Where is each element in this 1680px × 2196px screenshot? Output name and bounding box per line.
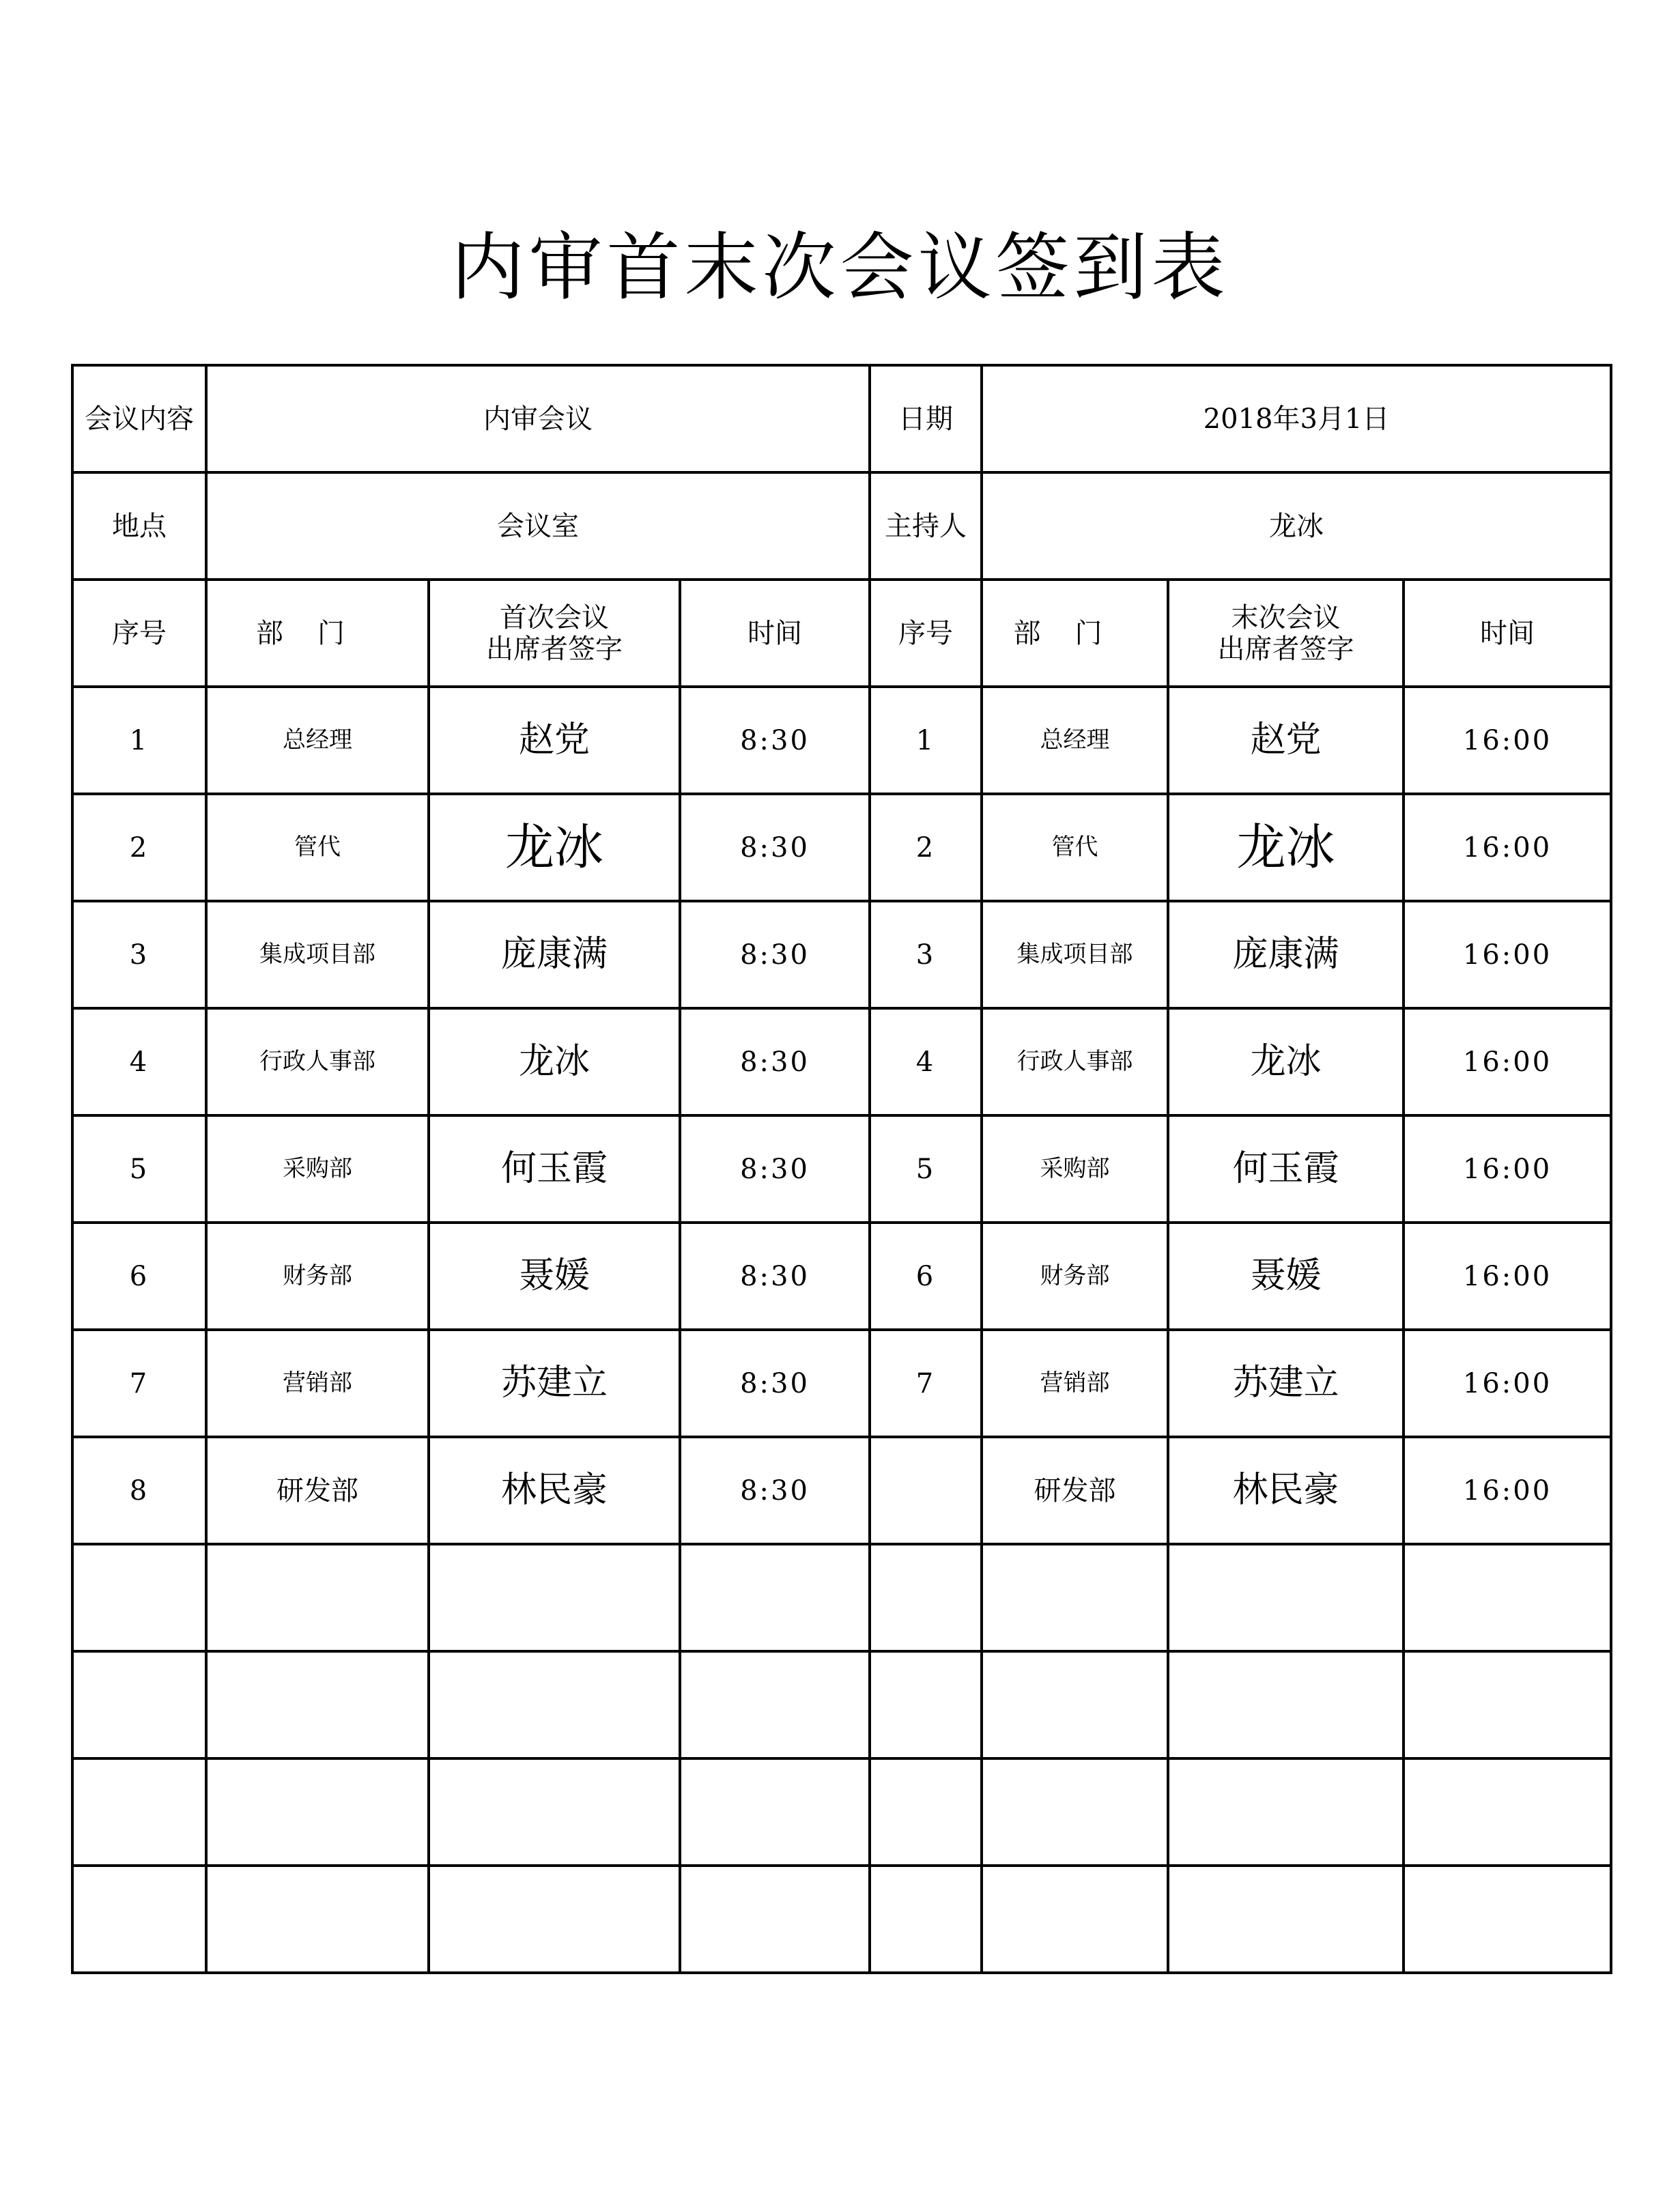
row-seq: 3 — [72, 901, 206, 1008]
table-row — [72, 1437, 1611, 1544]
row-seq-2: 5 — [870, 1115, 982, 1223]
row-signature: 苏建立 — [429, 1330, 680, 1437]
empty-cell[interactable] — [1168, 1758, 1404, 1866]
row-time: 8:30 — [680, 1330, 870, 1437]
info-row-location — [72, 472, 1611, 580]
row-seq: 7 — [72, 1330, 206, 1437]
empty-cell[interactable] — [680, 1866, 870, 1973]
table-row — [72, 687, 1611, 794]
row-signature-2: 龙冰 — [1168, 794, 1404, 901]
row-seq-2: 4 — [870, 1008, 982, 1115]
empty-cell[interactable] — [429, 1651, 680, 1758]
empty-cell[interactable] — [1168, 1866, 1404, 1973]
row-signature-2: 龙冰 — [1168, 1008, 1404, 1115]
row-signature-2: 赵党 — [1168, 687, 1404, 794]
row-seq: 6 — [72, 1223, 206, 1330]
row-dept-2: 研发部 — [982, 1437, 1168, 1544]
header-dept-2: 部门 — [982, 580, 1168, 687]
row-seq: 8 — [72, 1437, 206, 1544]
date-value: 2018年3月1日 — [982, 365, 1611, 472]
empty-cell[interactable] — [206, 1651, 429, 1758]
row-time-2: 16:00 — [1404, 794, 1611, 901]
empty-cell[interactable] — [982, 1544, 1168, 1651]
table-row — [72, 1223, 1611, 1330]
table-row — [72, 794, 1611, 901]
row-signature: 聂媛 — [429, 1223, 680, 1330]
row-signature-2: 庞康满 — [1168, 901, 1404, 1008]
row-dept-2: 营销部 — [982, 1330, 1168, 1437]
row-time: 8:30 — [680, 1223, 870, 1330]
empty-cell[interactable] — [982, 1651, 1168, 1758]
empty-cell[interactable] — [72, 1544, 206, 1651]
row-time-2: 16:00 — [1404, 1437, 1611, 1544]
row-time: 8:30 — [680, 901, 870, 1008]
row-seq-2: 1 — [870, 687, 982, 794]
row-signature: 龙冰 — [429, 794, 680, 901]
row-dept: 采购部 — [206, 1115, 429, 1223]
row-dept-2: 财务部 — [982, 1223, 1168, 1330]
header-first-sign — [429, 580, 680, 687]
header-last-sign — [1168, 580, 1404, 687]
empty-row — [72, 1544, 1611, 1651]
empty-row — [72, 1651, 1611, 1758]
row-seq: 1 — [72, 687, 206, 794]
row-signature: 龙冰 — [429, 1008, 680, 1115]
header-time-2: 时间 — [1404, 580, 1611, 687]
row-dept: 行政人事部 — [206, 1008, 429, 1115]
sign-in-table — [71, 364, 1612, 1974]
header-last-sign-line1: 末次会议 — [1231, 601, 1341, 633]
location-value: 会议室 — [206, 472, 870, 580]
empty-cell[interactable] — [206, 1758, 429, 1866]
host-label: 主持人 — [870, 472, 982, 580]
empty-cell[interactable] — [870, 1544, 982, 1651]
empty-cell[interactable] — [429, 1544, 680, 1651]
row-signature: 林民豪 — [429, 1437, 680, 1544]
row-time-2: 16:00 — [1404, 687, 1611, 794]
row-seq-2: 2 — [870, 794, 982, 901]
host-value: 龙冰 — [982, 472, 1611, 580]
empty-cell[interactable] — [680, 1651, 870, 1758]
empty-cell[interactable] — [206, 1866, 429, 1973]
empty-cell[interactable] — [870, 1651, 982, 1758]
empty-cell[interactable] — [72, 1866, 206, 1973]
empty-cell[interactable] — [680, 1758, 870, 1866]
empty-row — [72, 1866, 1611, 1973]
empty-cell[interactable] — [982, 1758, 1168, 1866]
page-title: 内审首末次会议签到表 — [451, 225, 1229, 311]
location-label: 地点 — [72, 472, 206, 580]
empty-cell[interactable] — [206, 1544, 429, 1651]
empty-cell[interactable] — [1168, 1544, 1404, 1651]
empty-cell[interactable] — [870, 1758, 982, 1866]
row-seq-2: 6 — [870, 1223, 982, 1330]
table-row — [72, 1008, 1611, 1115]
row-signature: 赵党 — [429, 687, 680, 794]
row-time: 8:30 — [680, 1008, 870, 1115]
row-signature-2: 林民豪 — [1168, 1437, 1404, 1544]
row-seq-2: 7 — [870, 1330, 982, 1437]
empty-cell[interactable] — [1168, 1651, 1404, 1758]
header-seq-2: 序号 — [870, 580, 982, 687]
empty-cell[interactable] — [1404, 1651, 1611, 1758]
empty-row — [72, 1758, 1611, 1866]
empty-cell[interactable] — [982, 1866, 1168, 1973]
date-label: 日期 — [870, 365, 982, 472]
empty-cell[interactable] — [72, 1651, 206, 1758]
row-signature: 何玉霞 — [429, 1115, 680, 1223]
row-time-2: 16:00 — [1404, 1008, 1611, 1115]
row-seq: 5 — [72, 1115, 206, 1223]
table-row — [72, 1115, 1611, 1223]
row-signature-2: 何玉霞 — [1168, 1115, 1404, 1223]
row-time: 8:30 — [680, 794, 870, 901]
row-time-2: 16:00 — [1404, 901, 1611, 1008]
row-time-2: 16:00 — [1404, 1330, 1611, 1437]
row-dept-2: 管代 — [982, 794, 1168, 901]
row-time-2: 16:00 — [1404, 1115, 1611, 1223]
header-first-sign-line1: 首次会议 — [500, 601, 609, 633]
empty-cell[interactable] — [1404, 1758, 1611, 1866]
row-dept-2: 总经理 — [982, 687, 1168, 794]
info-row-content — [72, 365, 1611, 472]
row-dept: 财务部 — [206, 1223, 429, 1330]
row-seq: 4 — [72, 1008, 206, 1115]
empty-cell[interactable] — [870, 1866, 982, 1973]
row-dept-2: 行政人事部 — [982, 1008, 1168, 1115]
row-dept: 研发部 — [206, 1437, 429, 1544]
header-seq: 序号 — [72, 580, 206, 687]
empty-cell[interactable] — [429, 1758, 680, 1866]
row-dept: 管代 — [206, 794, 429, 901]
row-signature-2: 苏建立 — [1168, 1330, 1404, 1437]
empty-cell[interactable] — [1404, 1866, 1611, 1973]
empty-cell[interactable] — [1404, 1544, 1611, 1651]
header-dept: 部门 — [206, 580, 429, 687]
table-row — [72, 901, 1611, 1008]
row-signature-2: 聂媛 — [1168, 1223, 1404, 1330]
table-row — [72, 1330, 1611, 1437]
row-seq-2: 3 — [870, 901, 982, 1008]
row-time: 8:30 — [680, 1115, 870, 1223]
empty-cell[interactable] — [680, 1544, 870, 1651]
content-label: 会议内容 — [72, 365, 206, 472]
row-dept: 集成项目部 — [206, 901, 429, 1008]
row-seq-2 — [870, 1437, 982, 1544]
row-time: 8:30 — [680, 687, 870, 794]
header-last-sign-line2: 出席者签字 — [1217, 633, 1354, 665]
row-dept-2: 集成项目部 — [982, 901, 1168, 1008]
content-value: 内审会议 — [206, 365, 870, 472]
row-time-2: 16:00 — [1404, 1223, 1611, 1330]
row-time: 8:30 — [680, 1437, 870, 1544]
header-row — [72, 580, 1611, 687]
row-dept-2: 采购部 — [982, 1115, 1168, 1223]
header-time: 时间 — [680, 580, 870, 687]
row-signature: 庞康满 — [429, 901, 680, 1008]
row-dept: 营销部 — [206, 1330, 429, 1437]
row-seq: 2 — [72, 794, 206, 901]
empty-cell[interactable] — [429, 1866, 680, 1973]
header-first-sign-line2: 出席者签字 — [486, 633, 623, 665]
row-dept: 总经理 — [206, 687, 429, 794]
empty-cell[interactable] — [72, 1758, 206, 1866]
